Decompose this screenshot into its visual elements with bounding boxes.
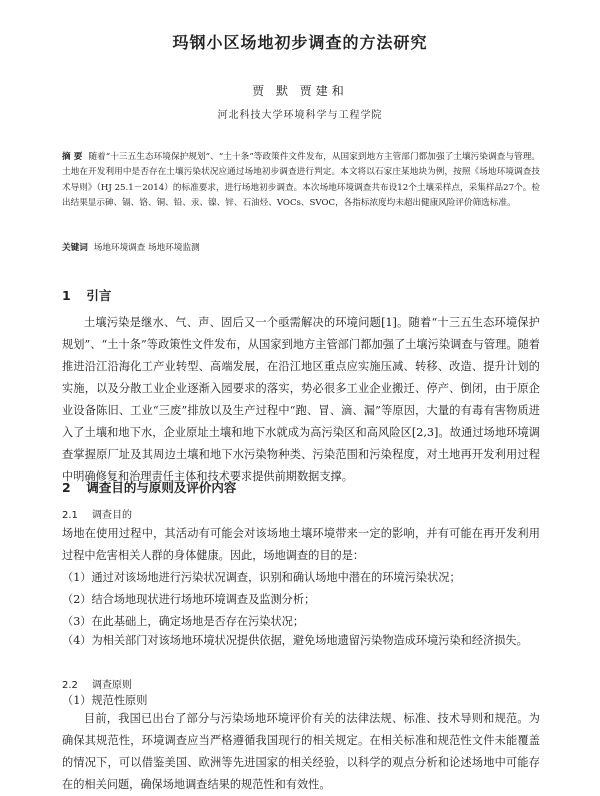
section-number: 1 bbox=[62, 288, 71, 303]
paper-authors: 贾 默 贾建和 bbox=[252, 84, 348, 98]
objective-item: （3）在此基础上，确定场地是否存在污染状况； bbox=[62, 615, 305, 628]
section-heading-objectives bbox=[62, 478, 236, 496]
keywords-text: 场地环境调查 场地环境监测 bbox=[93, 243, 200, 253]
objective-item: （4）为相关部门对该场地环境状况提供依据，避免场地遗留污染物造成环境污染和经济损失。 bbox=[62, 634, 528, 647]
abstract-text: 随着“十三五生态环境保护规划”、“土十条”等政策件文件发布，从国家到地方主管部门都加强了土壤污染调查与管理。土地在开发利用中是否存在土壤污染状况应通过场地初步调查进行判定。本文将以石家庄某地块为例，按照《场地环境调查技术导则》（HJ 25.1－2014）的标准要求，进行场地初步调查。本次场地环境调查共布设12个土壤采样点，采集样品27个。检出结果显示砷、镉、铬、铜、铅、汞、镍、锌、石油烃、VOCs、SVOC，各指标浓度均未超出健康风险评价筛选标准。 bbox=[62, 152, 541, 208]
section-title: 引言 bbox=[86, 288, 112, 303]
subsection-number: 2.1 bbox=[62, 510, 78, 521]
subsection-number: 2.2 bbox=[62, 680, 78, 691]
subsection-title: 调查原则 bbox=[92, 680, 132, 691]
section-heading-intro bbox=[62, 286, 111, 304]
intro-paragraph: 土壤污染是继水、气、声、固后又一个亟需解决的环境问题[1]。随着“十三五生态环境保护规划”、“土十条”等政策性文件发布，从国家到地方主管部门都加强了土壤污染调查与管理。随着推进沿江沿海化工产业转型、高端发展，在沿江地区重点应实施压减、转移、改造、提升计划的实施，以及分散工业企业逐渐入园要求的落实，势必很多工业企业搬迁、停产、倒闭，由于原企业设备陈旧、工业“三废”排放以及生产过程中“跑、冒、滴、漏”等原因，大量的有毒有害物质进入了土壤和地下水，企业原址土壤和地下水就成为高污染区和高风险区[2,3]。故通过场地环境调查掌握原厂址及其周边土壤和地下水污染物种类、污染范围和污染程度，对土地再开发利用过程中明确修复和治理责任主体和技术要求提供前期数据支撑。 bbox=[62, 316, 540, 483]
subsection-heading-2-2 bbox=[62, 676, 132, 691]
keywords-label: 关键词 bbox=[62, 243, 88, 253]
section-title: 调查目的与原则及评价内容 bbox=[86, 480, 237, 495]
principle-paragraph: 目前，我国已出台了部分与污染场地环境评价有关的法律法规、标准、技术导则和规范。为确保其规范性，环境调查应当严格遵循我国现行的相关规定。在相关标准和规范性文件未能覆盖的情况下，可以借鉴美国、欧洲等先进国家的相关经验，以科学的观点分析和论述场地中可能存在的相关问题，确保场地调查结果的规范性和有效性。 bbox=[62, 712, 540, 791]
objectives-paragraph: 场地在使用过程中，其活动有可能会对该场地土壤环境带来一定的影响，并有可能在再开发利用过程中危害相关人群的身体健康。因此，场地调查的目的是： bbox=[62, 527, 540, 562]
abstract-label: 摘 要 bbox=[62, 152, 83, 162]
subsection-heading-2-1 bbox=[62, 506, 132, 521]
section-number: 2 bbox=[62, 480, 71, 495]
objective-item: （2）结合场地现状进行场地环境调查及监测分析； bbox=[62, 593, 316, 606]
subsection-title: 调查目的 bbox=[92, 510, 132, 521]
keywords bbox=[62, 241, 540, 256]
abstract bbox=[62, 150, 540, 211]
principle-item: （1）规范性原则 bbox=[62, 694, 148, 707]
objective-item: （1）通过对该场地进行污染状况调查，识别和确认场地中潜在的环境污染状况； bbox=[62, 571, 461, 584]
paper-affiliation: 河北科技大学环境科学与工程学院 bbox=[217, 110, 383, 121]
paper-title: 玛钢小区场地初步调查的方法研究 bbox=[172, 33, 428, 52]
